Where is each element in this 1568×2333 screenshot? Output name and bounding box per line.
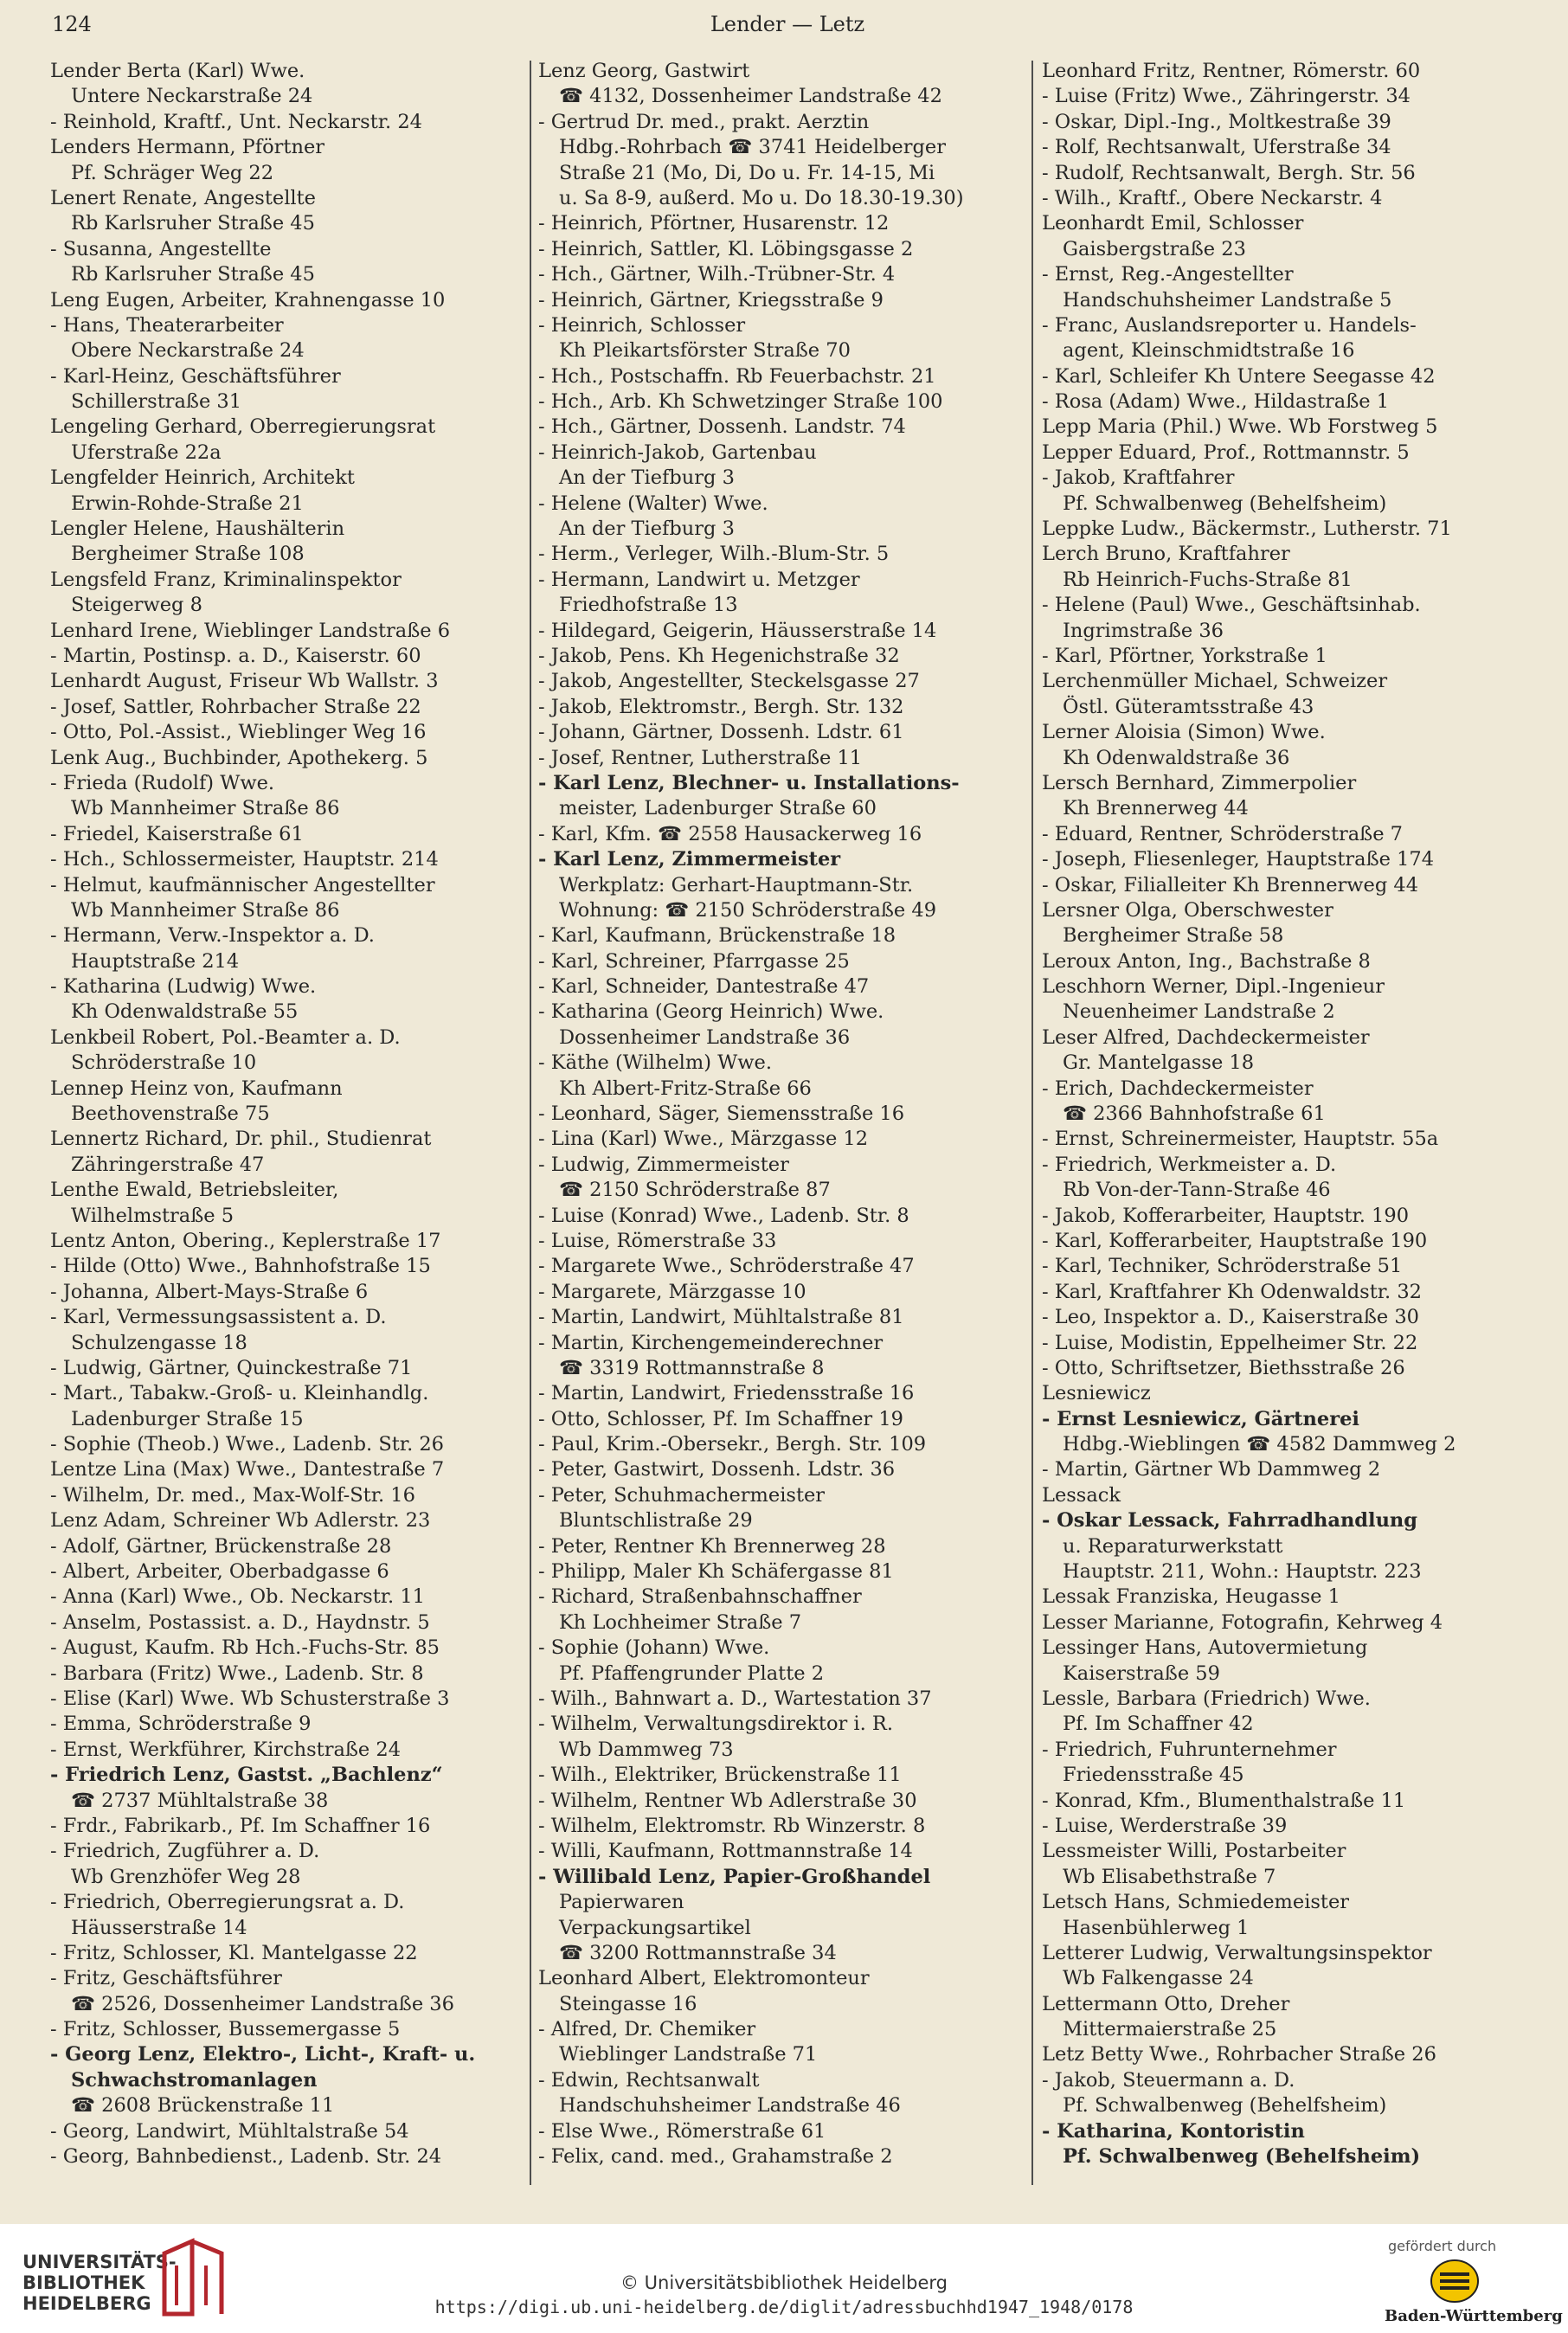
footer [0,2224,1568,2333]
directory-entry: - Hilde (Otto) Wwe., Bahnhofstraße 15 [50,1255,431,1278]
directory-entry: Lerch Bruno, Kraftfahrer [1042,543,1290,566]
directory-entry: - Ludwig, Gärtner, Quinckestraße 71 [50,1356,413,1379]
directory-entry: Lenz Adam, Schreiner Wb Adlerstr. 23 [50,1509,431,1533]
directory-entry: Leng Eugen, Arbeiter, Krahnengasse 10 [50,288,446,312]
directory-entry: Lessak Franziska, Heugasse 1 [1042,1585,1340,1609]
directory-entry: - Edwin, Rechtsanwalt [538,2068,760,2092]
entry-continuation: Rb Karlsruher Straße 45 [71,263,315,286]
directory-entry: - Ludwig, Zimmermeister [538,1153,789,1176]
directory-entry: Lessack [1042,1483,1121,1507]
entry-continuation: ☎ 4132, Dossenheimer Landstraße 42 [559,85,942,108]
directory-entry: - Georg Lenz, Elektro-, Licht-, Kraft- u. [50,2043,476,2066]
directory-entry: - Rudolf, Rechtsanwalt, Bergh. Str. 56 [1042,161,1416,184]
directory-entry: Lenk Aug., Buchbinder, Apothekerg. 5 [50,746,428,769]
directory-entry: - Luise, Römerstraße 33 [538,1229,777,1252]
library-name: UNIVERSITÄTS- BIBLIOTHEK HEIDELBERG [22,2252,177,2314]
directory-entry: - Anselm, Postassist. a. D., Haydnstr. 5 [50,1610,430,1634]
entry-continuation: ☎ 3200 Rottmannstraße 34 [559,1941,837,1964]
entry-continuation: Pf. Schwalbenweg (Behelfsheim) [1063,2094,1387,2118]
entry-continuation: Papierwaren [559,1891,684,1914]
directory-entry: - Karl, Kraftfahrer Kh Odenwaldstr. 32 [1042,1280,1422,1303]
directory-entry: - Karl, Schneider, Dantestraße 47 [538,975,870,999]
directory-entry: Lenders Hermann, Pförtner [50,136,325,159]
directory-entry: - Adolf, Gärtner, Brückenstraße 28 [50,1534,392,1558]
funder-name: Baden-Württemberg [1385,2307,1563,2325]
directory-entry: Lenhardt August, Friseur Wb Wallstr. 3 [50,670,439,693]
directory-entry: - Ernst, Reg.-Angestellter [1042,263,1294,286]
column-rule [1031,61,1033,2185]
directory-entry: - Jakob, Elektromstr., Bergh. Str. 132 [538,695,904,718]
directory-entry: - Friedrich, Fuhrunternehmer [1042,1738,1337,1761]
directory-entry: - Paul, Krim.-Obersekr., Bergh. Str. 109 [538,1433,927,1456]
directory-entry: Lessmeister Willi, Postarbeiter [1042,1840,1346,1863]
directory-entry: - Mart., Tabakw.-Groß- u. Kleinhandlg. [50,1382,429,1405]
directory-entry: Lennertz Richard, Dr. phil., Studienrat [50,1128,432,1151]
running-title: Lender — Letz [710,12,865,36]
directory-entry: - Susanna, Angestellte [50,237,272,260]
directory-entry: - Heinrich, Schlosser [538,313,746,337]
directory-entry: - Alfred, Dr. Chemiker [538,2018,756,2041]
entry-continuation: Wb Elisabethstraße 7 [1063,1865,1276,1888]
entry-continuation: Obere Neckarstraße 24 [71,339,305,363]
directory-entry: - Luise, Modistin, Eppelheimer Str. 22 [1042,1331,1418,1354]
directory-entry: - Herm., Verleger, Wilh.-Blum-Str. 5 [538,543,890,566]
directory-entry: - Margarete, Märzgasse 10 [538,1280,806,1303]
entry-continuation: ☎ 2366 Bahnhofstraße 61 [1063,1102,1326,1126]
directory-entry: - Felix, cand. med., Grahamstraße 2 [538,2145,893,2169]
entry-continuation: Wb Grenzhöfer Weg 28 [71,1865,301,1888]
directory-entry: - Franc, Auslandsreporter u. Handels- [1042,313,1417,337]
directory-entry: - Karl, Schleifer Kh Untere Seegasse 42 [1042,364,1436,388]
entry-continuation: agent, Kleinschmidtstraße 16 [1063,339,1355,363]
directory-entry: Lenkbeil Robert, Pol.-Beamter a. D. [50,1025,401,1049]
entry-continuation: Steingasse 16 [559,1992,697,2015]
entry-continuation: ☎ 2150 Schröderstraße 87 [559,1179,831,1202]
entry-continuation: Steigerweg 8 [71,594,202,617]
directory-entry: - Peter, Gastwirt, Dossenh. Ldstr. 36 [538,1458,896,1481]
entry-continuation: ☎ 2737 Mühltalstraße 38 [71,1789,329,1812]
directory-entry: - Margarete Wwe., Schröderstraße 47 [538,1255,915,1278]
entry-continuation: Mittermaierstraße 25 [1063,2018,1277,2041]
directory-column-1 [50,59,535,2169]
entry-continuation: Häusserstraße 14 [71,1916,247,1939]
entry-continuation: Handschuhsheimer Landstraße 5 [1063,288,1392,312]
entry-continuation: Erwin-Rohde-Straße 21 [71,492,304,515]
directory-entry: - Hans, Theaterarbeiter [50,313,284,337]
entry-continuation: Pf. Pfaffengrunder Platte 2 [559,1661,825,1685]
directory-entry: Lender Berta (Karl) Wwe. [50,60,305,82]
directory-entry: Lengsfeld Franz, Kriminalinspektor [50,568,402,591]
directory-entry: - Karl, Schreiner, Pfarrgasse 25 [538,949,850,973]
directory-entry: - Philipp, Maler Kh Schäfergasse 81 [538,1560,894,1584]
permalink[interactable]: https://digi.ub.uni-heidelberg.de/diglit/adressbuchhd1947_1948/0178 [434,2297,1134,2317]
directory-entry: - Wilhelm, Verwaltungsdirektor i. R. [538,1713,894,1736]
directory-entry: Leser Alfred, Dachdeckermeister [1042,1025,1370,1049]
directory-entry: Lersch Bernhard, Zimmerpolier [1042,771,1357,794]
directory-entry: Lenhard Irene, Wieblinger Landstraße 6 [50,619,451,642]
entry-continuation: Untere Neckarstraße 24 [71,85,313,108]
directory-entry: - Wilhelm, Dr. med., Max-Wolf-Str. 16 [50,1483,415,1507]
entry-continuation: Bergheimer Straße 108 [71,543,305,566]
directory-entry: - Friedrich, Zugführer a. D. [50,1840,320,1863]
directory-entry: - Karl, Kaufmann, Brückenstraße 18 [538,924,896,948]
directory-entry: - Hch., Gärtner, Dossenh. Landstr. 74 [538,415,906,439]
directory-entry: Lenthe Ewald, Betriebsleiter, [50,1179,339,1202]
directory-entry: - Anna (Karl) Wwe., Ob. Neckarstr. 11 [50,1585,425,1609]
directory-entry: - Rosa (Adam) Wwe., Hildastraße 1 [1042,390,1390,414]
directory-entry: - Karl, Techniker, Schröderstraße 51 [1042,1255,1403,1278]
directory-entry: - Sophie (Johann) Wwe. [538,1636,770,1660]
directory-entry: - Luise (Fritz) Wwe., Zähringerstr. 34 [1042,85,1411,108]
directory-entry: - Martin, Landwirt, Friedensstraße 16 [538,1382,915,1405]
directory-entry: Lengler Helene, Haushälterin [50,517,345,541]
directory-entry: - Martin, Landwirt, Mühltalstraße 81 [538,1306,904,1329]
entry-continuation: Wb Mannheimer Straße 86 [71,797,340,820]
directory-entry: - Karl, Kfm. ☎ 2558 Hausackerweg 16 [538,822,922,845]
directory-entry: - Leo, Inspektor a. D., Kaiserstraße 30 [1042,1306,1419,1329]
directory-entry: - Otto, Pol.-Assist., Wieblinger Weg 16 [50,721,427,744]
directory-entry: - Martin, Kirchengemeinderechner [538,1331,884,1354]
entry-continuation: Bergheimer Straße 58 [1063,924,1284,948]
entry-continuation: u. Reparaturwerkstatt [1063,1534,1283,1558]
directory-entry: - Eduard, Rentner, Schröderstraße 7 [1042,822,1403,845]
state-crest-icon [1430,2259,1480,2304]
directory-column-3 [1042,59,1526,2169]
directory-entry: - Katharina (Ludwig) Wwe. [50,975,317,999]
directory-entry: - Ernst, Werkführer, Kirchstraße 24 [50,1738,402,1761]
entry-continuation: Wieblinger Landstraße 71 [559,2043,818,2066]
directory-entry: - Heinrich-Jakob, Gartenbau [538,440,817,464]
directory-entry: - Georg, Bahnbedienst., Ladenb. Str. 24 [50,2145,442,2169]
directory-entry: - Karl Lenz, Blechner- u. Installations- [538,771,960,794]
directory-entry: - Helene (Walter) Wwe. [538,492,768,515]
directory-entry: - Heinrich, Sattler, Kl. Löbingsgasse 2 [538,237,914,260]
directory-entry: - Karl, Kofferarbeiter, Hauptstraße 190 [1042,1229,1428,1252]
directory-entry: Lettermann Otto, Dreher [1042,1992,1290,2015]
directory-entry: Lesser Marianne, Fotografin, Kehrweg 4 [1042,1610,1443,1634]
directory-entry: - Jakob, Steuermann a. D. [1042,2068,1295,2092]
entry-continuation: Kh Albert-Fritz-Straße 66 [559,1077,812,1100]
directory-entry: Leonhard Fritz, Rentner, Römerstr. 60 [1042,60,1421,82]
directory-entry: - Fritz, Schlosser, Kl. Mantelgasse 22 [50,1941,418,1964]
directory-entry: - Erich, Dachdeckermeister [1042,1077,1314,1100]
directory-entry: Lenz Georg, Gastwirt [538,60,750,82]
entry-continuation: Gaisbergstraße 23 [1063,237,1246,260]
directory-entry: - Friedrich, Oberregierungsrat a. D. [50,1891,405,1914]
page-header [52,12,1523,43]
directory-entry: Lengeling Gerhard, Oberregierungsrat [50,415,436,439]
directory-entry: - Leonhard, Säger, Siemensstraße 16 [538,1102,905,1126]
directory-entry: - Wilh., Elektriker, Brückenstraße 11 [538,1764,902,1787]
entry-continuation: Schröderstraße 10 [71,1051,257,1075]
entry-continuation: Hasenbühlerweg 1 [1063,1916,1250,1939]
directory-entry: - Wilh., Bahnwart a. D., Wartestation 37 [538,1687,932,1710]
directory-entry: Lersner Olga, Oberschwester [1042,898,1333,922]
entry-continuation: An der Tiefburg 3 [559,466,735,490]
directory-entry: - Jakob, Pens. Kh Hegenichstraße 32 [538,644,900,667]
directory-entry: - Wilh., Kraftf., Obere Neckarstr. 4 [1042,186,1383,209]
entry-continuation: Kh Lochheimer Straße 7 [559,1610,802,1634]
directory-entry: - Reinhold, Kraftf., Unt. Neckarstr. 24 [50,110,422,133]
entry-continuation: Pf. Schwalbenweg (Behelfsheim) [1063,492,1387,515]
directory-entry: - Frdr., Fabrikarb., Pf. Im Schaffner 16 [50,1814,431,1837]
entry-continuation: Kh Odenwaldstraße 36 [1063,746,1290,769]
directory-entry: - Katharina (Georg Heinrich) Wwe. [538,1000,884,1024]
entry-continuation: Schwachstromanlagen [71,2068,318,2092]
entry-continuation: Hdbg.-Rohrbach ☎ 3741 Heidelberger [559,136,946,159]
entry-continuation: An der Tiefburg 3 [559,517,735,541]
directory-entry: - Otto, Schlosser, Pf. Im Schaffner 19 [538,1407,903,1430]
directory-entry: - Fritz, Geschäftsführer [50,1967,282,1990]
directory-entry: - Josef, Sattler, Rohrbacher Straße 22 [50,695,421,718]
directory-entry: - Willibald Lenz, Papier-Großhandel [538,1865,931,1888]
entry-continuation: Hauptstraße 214 [71,949,240,973]
entry-continuation: Rb Heinrich-Fuchs-Straße 81 [1063,568,1353,591]
entry-continuation: ☎ 2608 Brückenstraße 11 [71,2094,335,2118]
directory-entry: - Fritz, Schlosser, Bussemergasse 5 [50,2018,401,2041]
entry-continuation: Pf. Im Schaffner 42 [1063,1713,1254,1736]
directory-entry: Lengfelder Heinrich, Architekt [50,466,355,490]
directory-entry: - Jakob, Kofferarbeiter, Hauptstr. 190 [1042,1204,1410,1227]
entry-continuation: Werkplatz: Gerhart-Hauptmann-Str. [559,873,914,897]
entry-continuation: ☎ 3319 Rottmannstraße 8 [559,1356,825,1379]
directory-entry: - Hildegard, Geigerin, Häusserstraße 14 [538,619,937,642]
entry-continuation: Verpackungsartikel [559,1916,751,1939]
directory-entry: - Friedel, Kaiserstraße 61 [50,822,304,845]
directory-entry: Leschhorn Werner, Dipl.-Ingenieur [1042,975,1385,999]
entry-continuation: Friedhofstraße 13 [559,594,738,617]
directory-entry: - Albert, Arbeiter, Oberbadgasse 6 [50,1560,389,1584]
entry-continuation: Pf. Schwalbenweg (Behelfsheim) [1063,2145,1421,2169]
entry-continuation: Wb Falkengasse 24 [1063,1967,1254,1990]
directory-entry: Lessle, Barbara (Friedrich) Wwe. [1042,1687,1371,1710]
directory-entry: - Wilhelm, Rentner Wb Adlerstraße 30 [538,1789,917,1812]
entry-continuation: Handschuhsheimer Landstraße 46 [559,2094,901,2118]
entry-continuation: Beethovenstraße 75 [71,1102,270,1126]
directory-entry: - Hch., Gärtner, Wilh.-Trübner-Str. 4 [538,263,896,286]
entry-continuation: Wilhelmstraße 5 [71,1204,235,1227]
entry-continuation: Wb Dammweg 73 [559,1738,734,1761]
directory-entry: Lessinger Hans, Autovermietung [1042,1636,1368,1660]
page-number: 124 [52,12,92,36]
entry-continuation: Friedensstraße 45 [1063,1764,1244,1787]
directory-entry: - Luise (Konrad) Wwe., Ladenb. Str. 8 [538,1204,909,1227]
entry-continuation: Schillerstraße 31 [71,390,242,414]
directory-entry: - Heinrich, Gärtner, Kriegsstraße 9 [538,288,884,312]
directory-entry: Lentz Anton, Obering., Keplerstraße 17 [50,1229,441,1252]
entry-continuation: Kh Odenwaldstraße 55 [71,1000,299,1024]
directory-entry: - Käthe (Wilhelm) Wwe. [538,1051,772,1075]
entry-continuation: Zähringerstraße 47 [71,1153,265,1176]
entry-continuation: Straße 21 (Mo, Di, Do u. Fr. 14-15, Mi [559,161,935,184]
directory-entry: - Hermann, Verw.-Inspektor a. D. [50,924,375,948]
directory-entry: - Ernst, Schreinermeister, Hauptstr. 55a [1042,1128,1439,1151]
directory-entry: - Friedrich Lenz, Gastst. „Bachlenz“ [50,1764,443,1787]
entry-continuation: Rb Von-der-Tann-Straße 46 [1063,1179,1331,1202]
directory-entry: - Georg, Landwirt, Mühltalstraße 54 [50,2119,409,2143]
directory-entry: Leppke Ludw., Bäckermstr., Lutherstr. 71 [1042,517,1452,541]
directory-entry: - Karl-Heinz, Geschäftsführer [50,364,341,388]
directory-entry: - Peter, Schuhmachermeister [538,1483,826,1507]
directory-entry: Lepp Maria (Phil.) Wwe. Wb Forstweg 5 [1042,415,1438,439]
directory-entry: - Hch., Postschaffn. Rb Feuerbachstr. 21 [538,364,936,388]
directory-entry: - Oskar Lessack, Fahrradhandlung [1042,1509,1418,1533]
entry-continuation: Gr. Mantelgasse 18 [1063,1051,1255,1075]
funded-by-label: gefördert durch [1388,2238,1497,2254]
directory-entry: Lepper Eduard, Prof., Rottmannstr. 5 [1042,440,1410,464]
directory-column-2 [538,59,1023,2169]
column-rule [530,61,531,2185]
directory-entry: Letsch Hans, Schmiedemeister [1042,1891,1350,1914]
directory-entry: Letz Betty Wwe., Rohrbacher Straße 26 [1042,2043,1436,2066]
directory-entry: - Jakob, Angestellter, Steckelsgasse 27 [538,670,920,693]
directory-entry: - Ernst Lesniewicz, Gärtnerei [1042,1407,1359,1430]
directory-entry: - Hch., Schlossermeister, Hauptstr. 214 [50,848,439,871]
directory-entry: - Friedrich, Werkmeister a. D. [1042,1153,1337,1176]
directory-entry: Letterer Ludwig, Verwaltungsinspektor [1042,1941,1432,1964]
entry-continuation: Bluntschlistraße 29 [559,1509,753,1533]
directory-entry: - Johanna, Albert-Mays-Straße 6 [50,1280,369,1303]
entry-continuation: Hdbg.-Wieblingen ☎ 4582 Dammweg 2 [1063,1433,1456,1456]
directory-entry: - Martin, Gärtner Wb Dammweg 2 [1042,1458,1381,1481]
directory-entry: Leonhardt Emil, Schlosser [1042,212,1304,235]
directory-entry: - Jakob, Kraftfahrer [1042,466,1235,490]
entry-continuation: Pf. Schräger Weg 22 [71,161,274,184]
entry-continuation: u. Sa 8-9, außerd. Mo u. Do 18.30-19.30) [559,186,964,209]
directory-entry: Lerchenmüller Michael, Schweizer [1042,670,1388,693]
entry-continuation: Neuenheimer Landstraße 2 [1063,1000,1335,1024]
entry-continuation: Kaiserstraße 59 [1063,1661,1220,1685]
directory-entry: - Else Wwe., Römerstraße 61 [538,2119,826,2143]
entry-continuation: Schulzengasse 18 [71,1331,247,1354]
entry-continuation: Ladenburger Straße 15 [71,1407,304,1430]
directory-entry: - Johann, Gärtner, Dossenh. Ldstr. 61 [538,721,904,744]
directory-entry: Lerner Aloisia (Simon) Wwe. [1042,721,1326,744]
directory-entry: - Martin, Postinsp. a. D., Kaiserstr. 60 [50,644,421,667]
entry-continuation: Kh Brennerweg 44 [1063,797,1249,820]
entry-continuation: Wb Mannheimer Straße 86 [71,898,340,922]
directory-entry: - Lina (Karl) Wwe., Märzgasse 12 [538,1128,869,1151]
entry-continuation: Kh Pleikartsförster Straße 70 [559,339,851,363]
directory-entry: - Oskar, Filialleiter Kh Brennerweg 44 [1042,873,1419,897]
directory-entry: - Rolf, Rechtsanwalt, Uferstraße 34 [1042,136,1391,159]
copyright-notice: © Universitätsbibliothek Heidelberg [620,2272,948,2293]
directory-entry: Lennep Heinz von, Kaufmann [50,1077,343,1100]
directory-entry: - Hermann, Landwirt u. Metzger [538,568,860,591]
directory-entry: Lenert Renate, Angestellte [50,186,316,209]
entry-continuation: Hauptstr. 211, Wohn.: Hauptstr. 223 [1063,1560,1422,1584]
entry-continuation: Uferstraße 22a [71,440,222,464]
entry-continuation: Ingrimstraße 36 [1063,619,1224,642]
entry-continuation: Dossenheimer Landstraße 36 [559,1025,851,1049]
directory-entry: - Josef, Rentner, Lutherstraße 11 [538,746,863,769]
directory-entry: - Elise (Karl) Wwe. Wb Schusterstraße 3 [50,1687,450,1710]
directory-entry: - Karl Lenz, Zimmermeister [538,848,841,871]
directory-entry: - Helene (Paul) Wwe., Geschäftsinhab. [1042,594,1421,617]
directory-entry: - Sophie (Theob.) Wwe., Ladenb. Str. 26 [50,1433,444,1456]
directory-entry: - Frieda (Rudolf) Wwe. [50,771,275,794]
directory-entry: - Gertrud Dr. med., prakt. Aerztin [538,110,870,133]
directory-entry: Lesniewicz [1042,1382,1151,1405]
directory-entry: - Konrad, Kfm., Blumenthalstraße 11 [1042,1789,1406,1812]
entry-continuation: ☎ 2526, Dossenheimer Landstraße 36 [71,1992,454,2015]
directory-entry: - Hch., Arb. Kh Schwetzinger Straße 100 [538,390,943,414]
entry-continuation: meister, Ladenburger Straße 60 [559,797,877,820]
entry-continuation: Rb Karlsruher Straße 45 [71,212,315,235]
directory-entry: - Wilhelm, Elektromstr. Rb Winzerstr. 8 [538,1814,926,1837]
directory-entry: Leonhard Albert, Elektromonteur [538,1967,870,1990]
directory-entry: Lentze Lina (Max) Wwe., Dantestraße 7 [50,1458,445,1481]
directory-entry: - Joseph, Fliesenleger, Hauptstraße 174 [1042,848,1435,871]
directory-entry: - Oskar, Dipl.-Ing., Moltkestraße 39 [1042,110,1391,133]
directory-entry: - Barbara (Fritz) Wwe., Ladenb. Str. 8 [50,1661,424,1685]
directory-entry: - August, Kaufm. Rb Hch.-Fuchs-Str. 85 [50,1636,440,1660]
directory-entry: Leroux Anton, Ing., Bachstraße 8 [1042,949,1371,973]
directory-entry: - Karl, Vermessungsassistent a. D. [50,1306,387,1329]
entry-continuation: Östl. Güteramtsstraße 43 [1063,695,1314,718]
directory-entry: - Luise, Werderstraße 39 [1042,1814,1288,1837]
directory-entry: - Helmut, kaufmännischer Angestellter [50,873,435,897]
directory-entry: - Otto, Schriftsetzer, Biethsstraße 26 [1042,1356,1405,1379]
directory-entry: - Heinrich, Pförtner, Husarenstr. 12 [538,212,890,235]
directory-entry: - Peter, Rentner Kh Brennerweg 28 [538,1534,886,1558]
directory-entry: - Katharina, Kontoristin [1042,2119,1305,2143]
directory-entry: - Richard, Straßenbahnschaffner [538,1585,862,1609]
directory-entry: - Karl, Pförtner, Yorkstraße 1 [1042,644,1327,667]
entry-continuation: Wohnung: ☎ 2150 Schröderstraße 49 [559,898,937,922]
directory-entry: - Willi, Kaufmann, Rottmannstraße 14 [538,1840,913,1863]
directory-entry: - Emma, Schröderstraße 9 [50,1713,312,1736]
